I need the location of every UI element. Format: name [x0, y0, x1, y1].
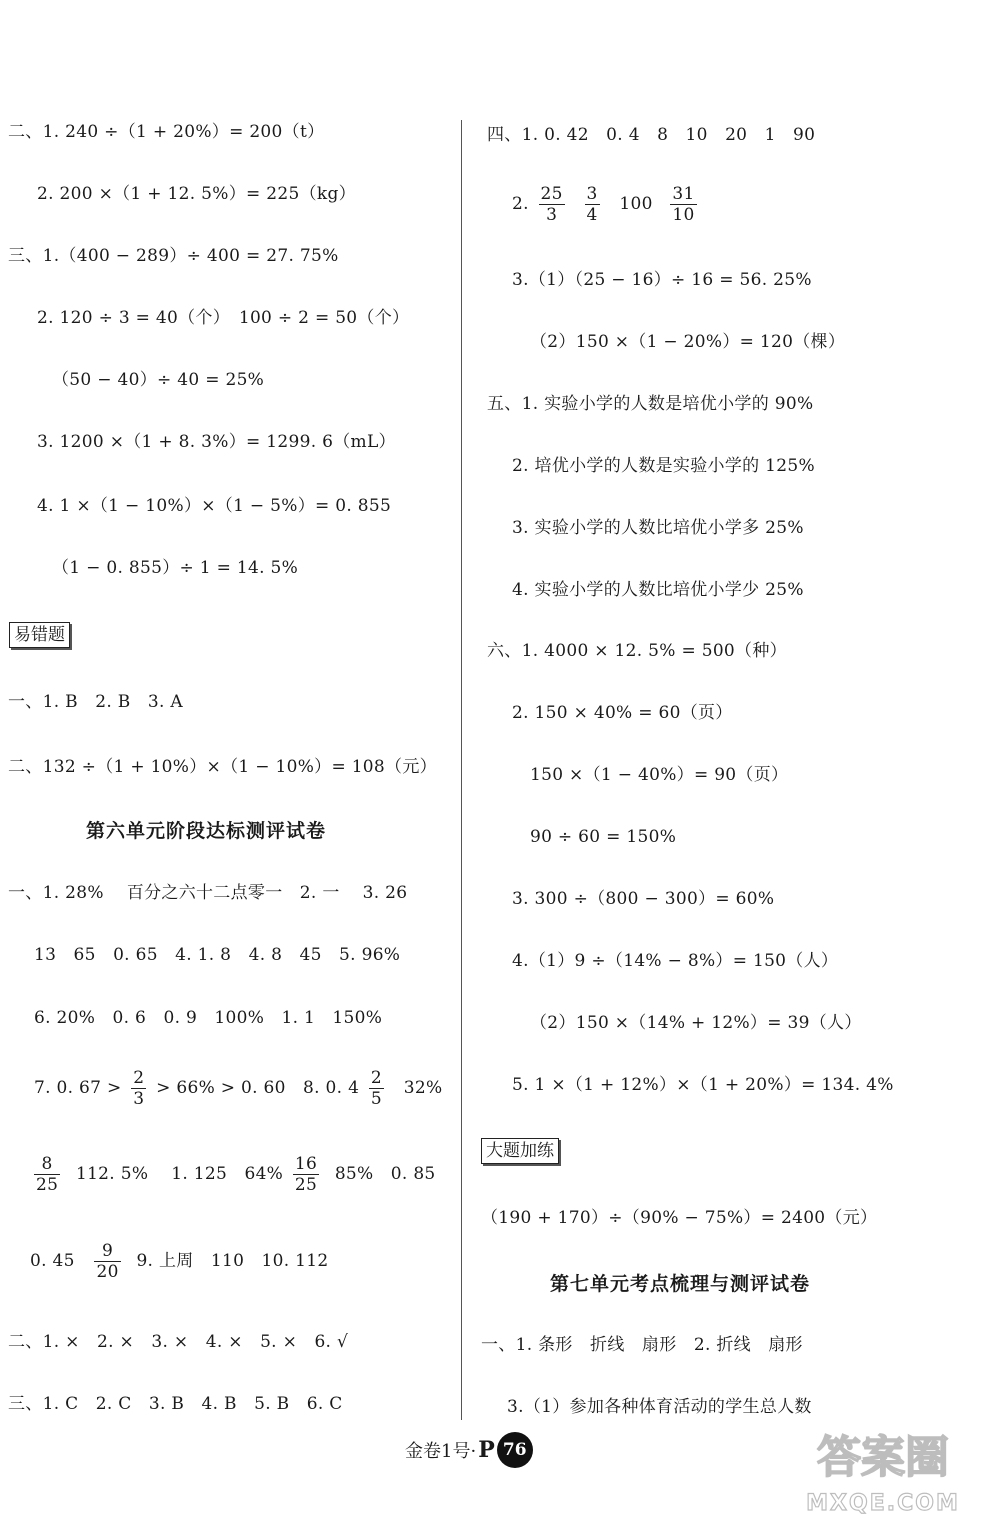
answer-line: （2）150 ×（14% + 12%）= 39（人） — [530, 1013, 862, 1033]
answer-line: 3. 实验小学的人数比培优小学多 25% — [512, 518, 804, 538]
text-segment: 85% 0. 85 — [334, 1164, 436, 1184]
answer-line: 5. 1 ×（1 + 12%）×（1 + 20%）= 134. 4% — [512, 1075, 894, 1095]
answer-line: 2. 200 ×（1 + 12. 5%）= 225（kg） — [37, 184, 356, 204]
section-label-extra-practice: 大题加练 — [481, 1138, 559, 1164]
numerator: 31 — [672, 184, 695, 204]
text-segment: > 66% > 0. 60 8. 0. 4 — [156, 1078, 360, 1098]
fraction — [539, 184, 565, 225]
answer-line: 3. 300 ÷（800 − 300）= 60% — [512, 889, 775, 909]
numerator: 2 — [133, 1068, 145, 1088]
numerator: 3 — [586, 184, 598, 204]
denominator: 25 — [294, 1175, 318, 1195]
numerator: 2 — [370, 1068, 383, 1088]
answer-line: 2. 培优小学的人数是实验小学的 125% — [512, 456, 815, 476]
text-segment: 2. — [512, 194, 529, 214]
answer-line: 4.（1）9 ÷（14% − 8%）= 150（人） — [512, 951, 839, 971]
fraction — [94, 1241, 120, 1282]
answer-line: 3.（1）（25 − 16）÷ 16 = 56. 25% — [512, 270, 812, 290]
answer-line — [30, 1154, 436, 1195]
answer-line: 五、1. 实验小学的人数是培优小学的 90% — [487, 394, 814, 414]
fraction — [585, 184, 600, 225]
numerator: 8 — [34, 1154, 60, 1175]
answer-line — [512, 184, 701, 225]
denominator: 20 — [96, 1262, 119, 1282]
answer-line: 2. 150 × 40% = 60（页） — [512, 703, 733, 723]
answer-line: 一、1. B 2. B 3. A — [8, 692, 183, 712]
text-segment: 32% — [403, 1078, 443, 1098]
svg-text:答案圈: 答案圈 — [817, 1432, 949, 1483]
answer-line: 150 ×（1 − 40%）= 90（页） — [530, 765, 789, 785]
numerator: 9 — [94, 1241, 120, 1262]
answer-line: （1 − 0. 855）÷ 1 = 14. 5% — [52, 558, 299, 578]
answer-line: 二、132 ÷（1 + 10%）×（1 − 10%）= 108（元） — [8, 757, 437, 777]
answer-line: 一、1. 条形 折线 扇形 2. 折线 扇形 — [481, 1335, 803, 1355]
svg-text:MXQE.COM: MXQE.COM — [806, 1491, 960, 1516]
denominator: 4 — [586, 205, 598, 225]
text-segment: 100 — [619, 194, 653, 214]
answer-line: 二、1. 240 ÷（1 + 20%）= 200（t） — [8, 122, 325, 142]
section-title: 第七单元考点梳理与测评试卷 — [550, 1273, 811, 1295]
answer-line: 3.（1）参加各种体育活动的学生总人数 — [507, 1397, 812, 1417]
numerator: 16 — [294, 1154, 318, 1174]
denominator: 3 — [133, 1089, 145, 1109]
answer-line: 一、1. 28% 百分之六十二点零一 2. 一 3. 26 — [8, 883, 408, 903]
answer-line: （190 + 170）÷（90% − 75%）= 2400（元） — [481, 1208, 878, 1228]
fraction — [369, 1068, 384, 1109]
numerator: 25 — [540, 184, 563, 204]
denominator: 5 — [370, 1089, 383, 1109]
answer-line: （2）150 ×（1 − 20%）= 120（棵） — [530, 332, 846, 352]
fraction — [34, 1154, 60, 1195]
section-label-error-prone: 易错题 — [9, 622, 70, 648]
text-segment: 7. 0. 67 > — [34, 1078, 122, 1098]
answer-line: 六、1. 4000 × 12. 5% = 500（种） — [487, 641, 787, 661]
fraction — [131, 1068, 146, 1109]
answer-line: 6. 20% 0. 6 0. 9 100% 1. 1 150% — [34, 1008, 383, 1028]
page-footer — [405, 1432, 533, 1468]
text-segment: 9. 上周 110 10. 112 — [136, 1251, 329, 1271]
answer-line: 四、1. 0. 42 0. 4 8 10 20 1 90 — [487, 125, 816, 145]
answer-line: 13 65 0. 65 4. 1. 8 4. 8 45 5. 96% — [34, 945, 401, 965]
answer-line: 90 ÷ 60 = 150% — [530, 827, 677, 847]
column-divider — [461, 120, 462, 1420]
answer-line: 4. 1 ×（1 − 10%）×（1 − 5%）= 0. 855 — [37, 496, 392, 516]
fraction — [293, 1154, 319, 1195]
footer-p: P — [478, 1437, 495, 1463]
answer-line: 三、1. C 2. C 3. B 4. B 5. B 6. C — [8, 1394, 343, 1414]
denominator: 3 — [546, 205, 558, 225]
page-number: 76 — [497, 1432, 533, 1468]
answer-line: 2. 120 ÷ 3 = 40（个） 100 ÷ 2 = 50（个） — [37, 308, 410, 328]
answer-line: 三、1.（400 − 289）÷ 400 = 27. 75% — [8, 246, 339, 266]
answer-line: 3. 1200 ×（1 + 8. 3%）= 1299. 6（mL） — [37, 432, 396, 452]
text-segment: 112. 5% 1. 125 64% — [75, 1164, 284, 1184]
watermark-logo — [778, 1424, 988, 1519]
answer-line: 二、1. × 2. × 3. × 4. × 5. × 6. √ — [8, 1332, 349, 1352]
answer-line — [34, 1068, 442, 1109]
denominator: 10 — [672, 205, 695, 225]
denominator: 25 — [36, 1175, 59, 1195]
section-title: 第六单元阶段达标测评试卷 — [86, 820, 327, 842]
footer-label: 金卷1号· — [405, 1441, 477, 1462]
answer-line: 4. 实验小学的人数比培优小学少 25% — [512, 580, 804, 600]
answer-line — [30, 1241, 329, 1282]
answer-line: （50 − 40）÷ 40 = 25% — [52, 370, 265, 390]
fraction — [670, 184, 696, 225]
text-segment: 0. 45 — [30, 1251, 75, 1271]
